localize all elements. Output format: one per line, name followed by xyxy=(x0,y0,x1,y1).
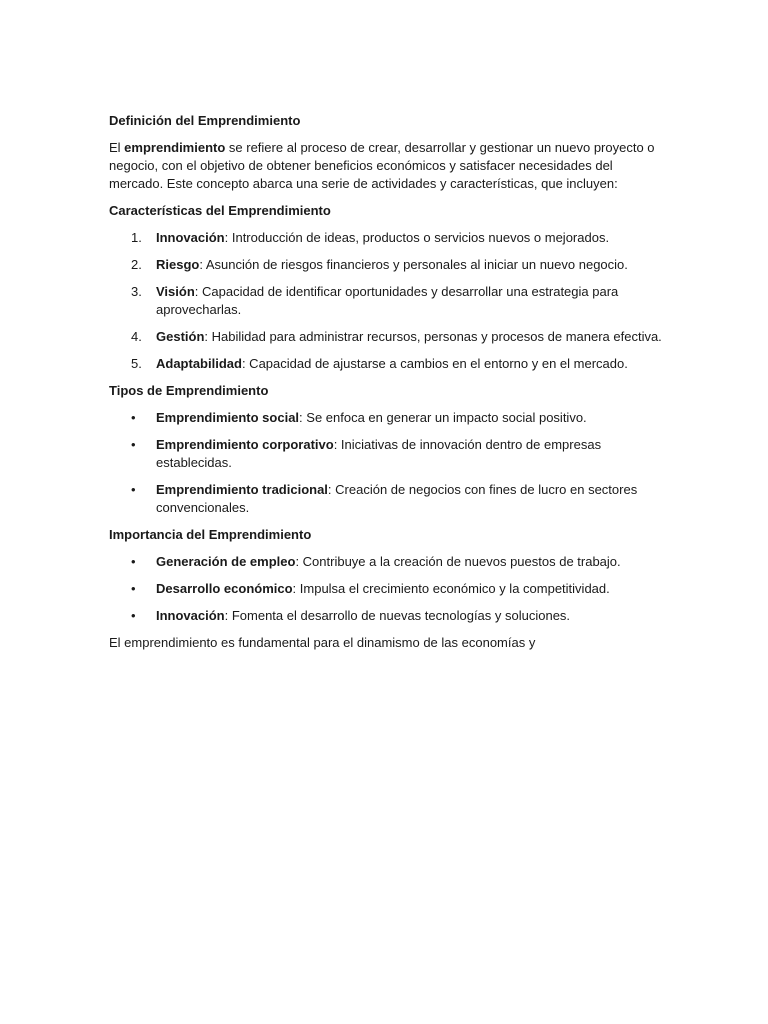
list-item xyxy=(109,481,668,517)
list-item xyxy=(109,256,668,274)
bullet-icon: • xyxy=(131,410,136,425)
importance-list xyxy=(109,553,668,625)
intro-paragraph xyxy=(109,139,668,193)
intro-term: emprendimiento xyxy=(124,140,226,155)
item-text: : Introducción de ideas, productos o servicios nuevos o mejorados. xyxy=(224,230,610,245)
bullet-icon: • xyxy=(131,554,136,569)
item-text: : Capacidad de ajustarse a cambios en el entorno y en el mercado. xyxy=(241,356,628,371)
bullet-icon: • xyxy=(131,608,136,623)
list-number: 3. xyxy=(131,284,142,299)
intro-text: se refiere al proceso de crear, desarrollar y gestionar un nuevo proyecto o negocio, con el objetivo de obtener beneficios económicos y satisfacer necesidades del mercado. Este concepto abarca una serie de actividades y características, que incluyen: xyxy=(109,140,655,191)
types-heading: Tipos de Emprendimiento xyxy=(109,383,269,398)
bullet-icon: • xyxy=(131,437,136,452)
list-item xyxy=(109,328,668,346)
item-term: Visión xyxy=(156,284,195,299)
importance-heading: Importancia del Emprendimiento xyxy=(109,527,312,542)
item-term: Adaptabilidad xyxy=(156,356,242,371)
list-number: 1. xyxy=(131,230,142,245)
list-item xyxy=(109,409,668,427)
item-term: Innovación xyxy=(156,230,225,245)
list-item xyxy=(109,283,668,319)
list-number: 5. xyxy=(131,356,142,371)
item-text: : Impulsa el crecimiento económico y la competitividad. xyxy=(292,581,610,596)
list-number: 4. xyxy=(131,329,142,344)
item-text: : Capacidad de identificar oportunidades y desarrollar una estrategia para aprovecharlas. xyxy=(156,284,619,317)
item-term: Gestión xyxy=(156,329,205,344)
characteristics-list xyxy=(109,229,668,373)
item-text: : Creación de negocios con fines de lucro en sectores convencionales. xyxy=(156,482,638,515)
list-item xyxy=(109,355,668,373)
list-number: 2. xyxy=(131,257,142,272)
item-term: Emprendimiento tradicional xyxy=(156,482,328,497)
list-item xyxy=(109,580,668,598)
item-text: : Se enfoca en generar un impacto social positivo. xyxy=(299,410,587,425)
item-text: : Habilidad para administrar recursos, personas y procesos de manera efectiva. xyxy=(204,329,662,344)
list-item xyxy=(109,436,668,472)
item-term: Emprendimiento corporativo xyxy=(156,437,334,452)
list-item xyxy=(109,607,668,625)
item-text: : Asunción de riesgos financieros y personales al iniciar un nuevo negocio. xyxy=(199,257,628,272)
item-term: Generación de empleo xyxy=(156,554,296,569)
item-text: : Iniciativas de innovación dentro de empresas establecidas. xyxy=(156,437,602,470)
types-list xyxy=(109,409,668,517)
item-text: : Fomenta el desarrollo de nuevas tecnologías y soluciones. xyxy=(224,608,571,623)
bullet-icon: • xyxy=(131,482,136,497)
item-term: Emprendimiento social xyxy=(156,410,300,425)
closing-paragraph: El emprendimiento es fundamental para el dinamismo de las economías y xyxy=(109,635,536,650)
list-item xyxy=(109,553,668,571)
bullet-icon: • xyxy=(131,581,136,596)
item-term: Desarrollo económico xyxy=(156,581,293,596)
item-term: Riesgo xyxy=(156,257,200,272)
characteristics-heading: Características del Emprendimiento xyxy=(109,203,331,218)
item-term: Innovación xyxy=(156,608,225,623)
list-item xyxy=(109,229,668,247)
document-title: Definición del Emprendimiento xyxy=(109,113,301,128)
intro-lead: El xyxy=(109,140,125,155)
item-text: : Contribuye a la creación de nuevos puestos de trabajo. xyxy=(295,554,621,569)
